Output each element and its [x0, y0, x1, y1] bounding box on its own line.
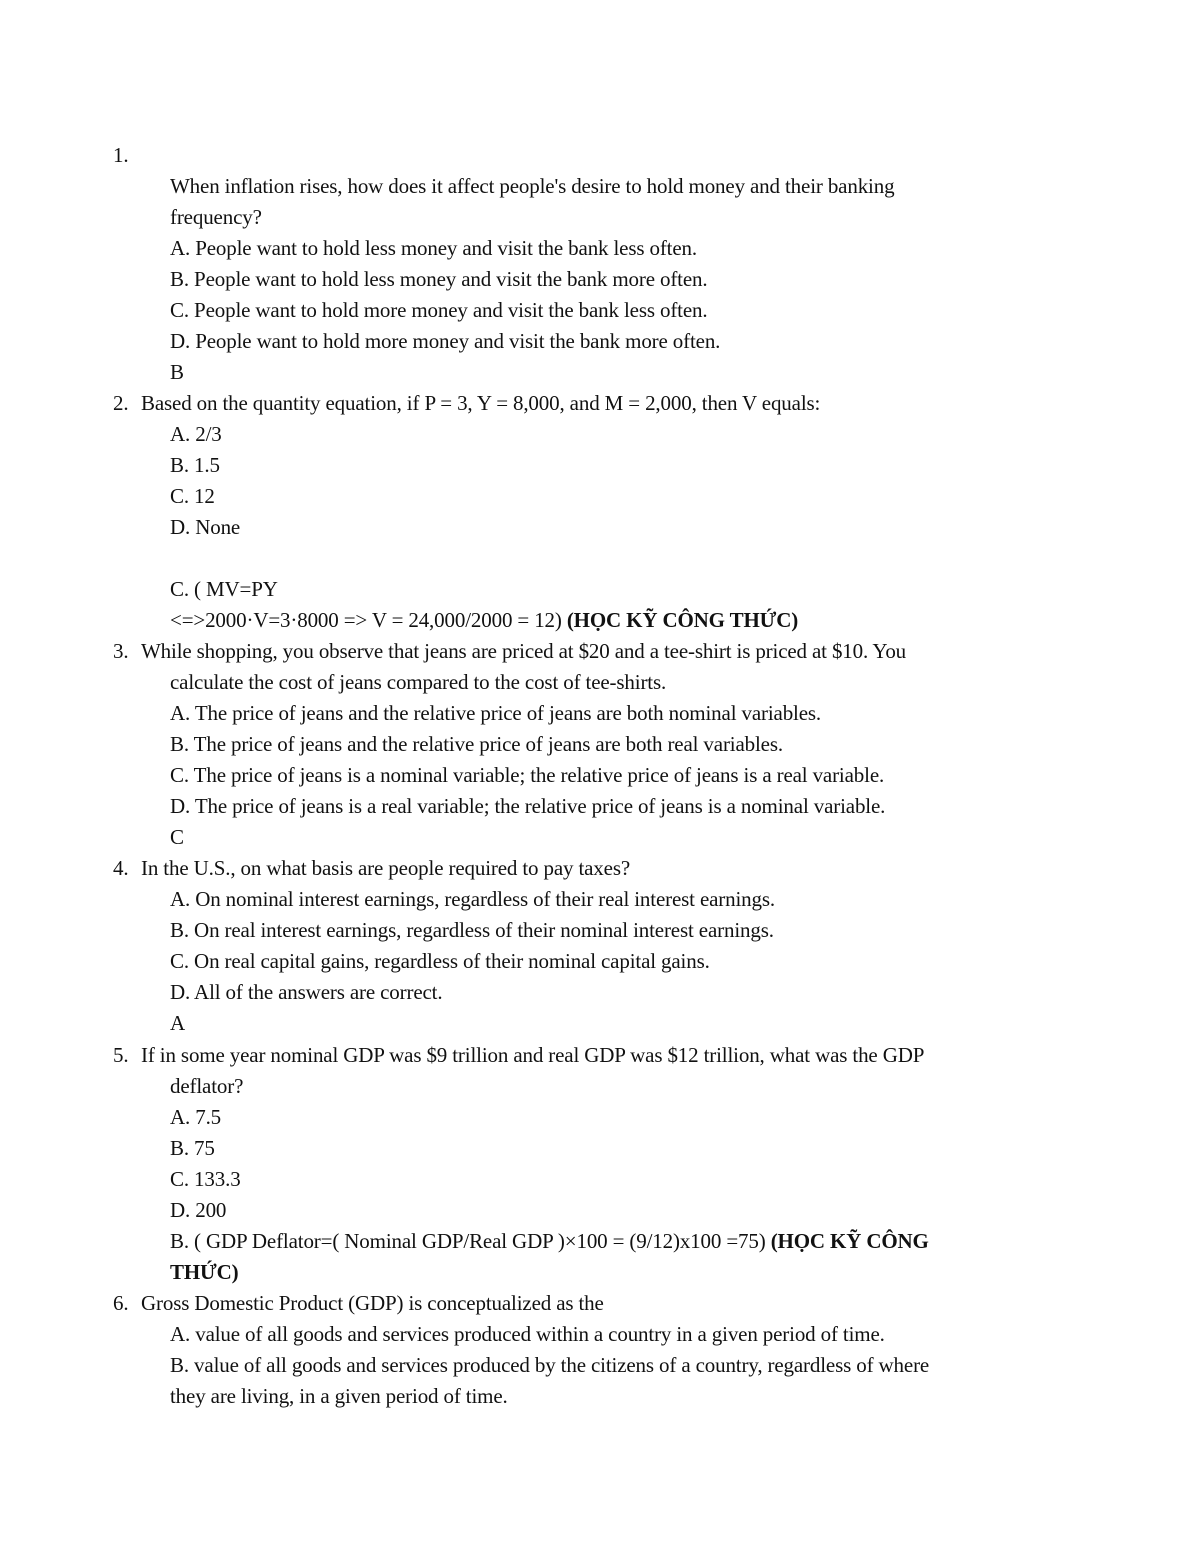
q1-stem-line1: When inflation rises, how does it affect people's desire to hold money and their banking: [170, 174, 895, 198]
q1-option-b: B. People want to hold less money and visit the bank more often.: [170, 267, 708, 291]
q6-stem: Gross Domestic Product (GDP) is conceptualized as the: [141, 1291, 604, 1315]
q2-answer-line1: C. ( MV=PY: [170, 577, 278, 601]
q2-answer-line2: [170, 605, 798, 636]
q4-option-c: C. On real capital gains, regardless of their nominal capital gains.: [170, 949, 710, 973]
q1-answer: B: [170, 360, 184, 384]
q1-stem-line2: frequency?: [170, 205, 262, 229]
q4-option-a: A. On nominal interest earnings, regardless of their real interest earnings.: [170, 887, 775, 911]
q2-number: 2.: [113, 391, 129, 415]
q6-option-b-line1: B. value of all goods and services produced by the citizens of a country, regardless of where: [170, 1353, 930, 1377]
q2-option-b: B. 1.5: [170, 453, 220, 477]
q1-number: 1.: [113, 143, 129, 167]
q3-option-b: B. The price of jeans and the relative price of jeans are both real variables.: [170, 732, 783, 756]
q1-option-a: A. People want to hold less money and visit the bank less often.: [170, 236, 697, 260]
q3-stem-line2: calculate the cost of jeans compared to the cost of tee-shirts.: [170, 670, 667, 694]
q2-option-d: D. None: [170, 515, 241, 539]
q2-answer-note: (HỌC KỸ CÔNG THỨC): [566, 608, 799, 632]
q5-answer-line1: [170, 1226, 929, 1257]
q5-option-a: A. 7.5: [170, 1105, 222, 1129]
q5-answer-note-part2: THỨC): [170, 1260, 239, 1284]
q6-number: 6.: [113, 1291, 129, 1315]
q4-option-b: B. On real interest earnings, regardless of their nominal interest earnings.: [170, 918, 774, 942]
q3-option-d: D. The price of jeans is a real variable; the relative price of jeans is a nominal variable.: [170, 794, 886, 818]
q4-stem: In the U.S., on what basis are people required to pay taxes?: [141, 856, 631, 880]
q5-number: 5.: [113, 1043, 129, 1067]
q1-option-d: D. People want to hold more money and visit the bank more often.: [170, 329, 721, 353]
q3-answer: C: [170, 825, 184, 849]
q2-option-a: A. 2/3: [170, 422, 222, 446]
q5-stem-line1: If in some year nominal GDP was $9 trillion and real GDP was $12 trillion, what was the GDP: [141, 1043, 925, 1067]
q4-option-d: D. All of the answers are correct.: [170, 980, 443, 1004]
q6-option-b-line2: they are living, in a given period of time.: [170, 1384, 508, 1408]
q4-number: 4.: [113, 856, 129, 880]
q3-option-a: A. The price of jeans and the relative price of jeans are both nominal variables.: [170, 701, 822, 725]
q5-option-c: C. 133.3: [170, 1167, 241, 1191]
q5-stem-line2: deflator?: [170, 1074, 244, 1098]
q2-option-c: C. 12: [170, 484, 215, 508]
q3-option-c: C. The price of jeans is a nominal variable; the relative price of jeans is a real variable.: [170, 763, 885, 787]
q2-stem: Based on the quantity equation, if P = 3, Y = 8,000, and M = 2,000, then V equals:: [141, 391, 821, 415]
q3-number: 3.: [113, 639, 129, 663]
q5-option-b: B. 75: [170, 1136, 215, 1160]
q4-answer: A: [170, 1011, 186, 1035]
q5-option-d: D. 200: [170, 1198, 227, 1222]
q5-answer-line2: [170, 1257, 238, 1288]
q6-option-a: A. value of all goods and services produced within a country in a given period of time.: [170, 1322, 885, 1346]
q2-answer-formula: <=>2000·V=3·8000 => V = 24,000/2000 = 12): [170, 608, 562, 632]
q3-stem-line1: While shopping, you observe that jeans are priced at $20 and a tee-shirt is priced at $10. You: [141, 639, 907, 663]
q5-answer-note-part1: (HỌC KỸ CÔNG: [770, 1229, 929, 1253]
q5-answer-formula: B. ( GDP Deflator=( Nominal GDP/Real GDP )×100 = (9/12)x100 =75): [170, 1229, 766, 1253]
q1-option-c: C. People want to hold more money and visit the bank less often.: [170, 298, 708, 322]
